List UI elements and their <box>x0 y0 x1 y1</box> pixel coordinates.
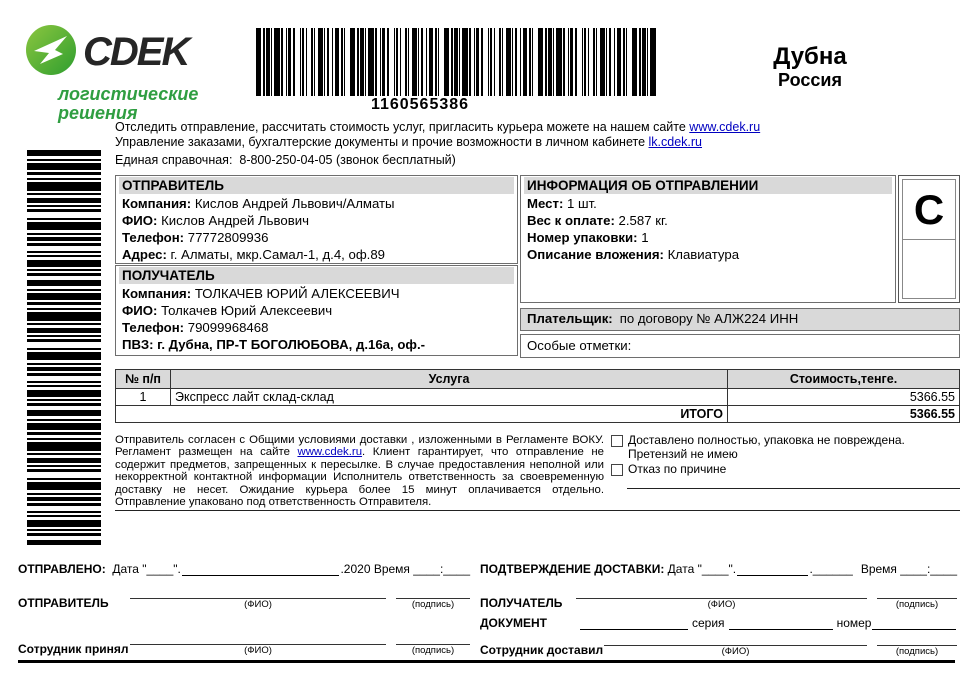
checkbox-refused-item <box>611 463 960 477</box>
intro-line-2-text: Управление заказами, бухгалтерские документы и прочие возможности в личном кабинете <box>115 134 649 149</box>
checkbox-delivered-label: Доставлено полностью, упаковка не повреждена. Претензий не имею <box>628 433 905 461</box>
sender-title: ОТПРАВИТЕЛЬ <box>119 177 514 194</box>
sender-phone-label: Телефон: <box>122 230 185 245</box>
sender-fio-label: ФИО: <box>122 213 158 228</box>
intro-line-1 <box>115 120 960 135</box>
payer-label: Плательщик: <box>527 311 613 326</box>
shipment-contents-value: Клавиатура <box>667 247 740 262</box>
receiver-title: ПОЛУЧАТЕЛЬ <box>119 267 514 284</box>
service-row <box>116 389 960 406</box>
checkbox-refused[interactable] <box>611 464 623 476</box>
shipment-barcode <box>256 28 656 96</box>
checkbox-delivered[interactable] <box>611 435 623 447</box>
number-label: номер <box>836 616 872 630</box>
receiver-sign-caption: (подпись) <box>895 599 939 610</box>
sender-phone-value: 77772809936 <box>187 230 269 245</box>
cdek-logo <box>25 24 225 123</box>
cdek-tagline <box>58 85 225 123</box>
cdek-tagline-line2: решения <box>58 103 138 123</box>
receiver-fio-value: Толкачев Юрий Алексеевич <box>161 303 333 318</box>
sender-fio <box>119 212 514 229</box>
series-line <box>729 616 833 630</box>
sent-date-prefix: Дата "____". <box>112 562 181 576</box>
special-notes-label: Особые отметки: <box>527 338 632 353</box>
confirm-time-label: Время ____:____ <box>860 562 957 576</box>
shipment-weight-label: Вес к оплате: <box>527 213 615 228</box>
sender-fio-field <box>130 584 386 610</box>
receiver-sign-field <box>877 584 957 610</box>
receiver-signature-row <box>480 584 957 610</box>
receiver-sign-line <box>877 584 957 599</box>
sender-address-label: Адрес: <box>122 247 167 262</box>
shipment-weight <box>524 212 892 229</box>
shipment-info-box <box>520 175 896 303</box>
shipment-places-label: Мест: <box>527 196 564 211</box>
document-row <box>480 616 957 630</box>
accepted-label: Сотрудник принял <box>18 642 129 656</box>
service-row-name: Экспресс лайт склад-склад <box>171 389 728 406</box>
sender-address <box>119 246 514 263</box>
destination <box>730 44 890 90</box>
series-label: серия <box>692 616 725 630</box>
receiver-company-label: Компания: <box>122 286 192 301</box>
destination-country: Россия <box>778 70 842 90</box>
sender-phone <box>119 229 514 246</box>
footer-sender-label: ОТПРАВИТЕЛЬ <box>18 596 109 610</box>
confirm-date-mid: .______ <box>809 562 853 576</box>
cdek-site-link[interactable]: www.cdek.ru <box>689 120 761 134</box>
cdek-tagline-line1: логистические <box>58 84 199 104</box>
confirm-label: ПОДТВЕРЖДЕНИЕ ДОСТАВКИ: <box>480 562 665 576</box>
sender-fio-value: Кислов Андрей Львович <box>161 213 309 228</box>
cdek-logo-text: CDEK <box>83 30 189 74</box>
footer-delivery-section <box>480 562 957 657</box>
intro-text <box>115 120 960 149</box>
cdek-logo-icon <box>25 24 77 81</box>
shipment-package-no-label: Номер упаковки: <box>527 230 638 245</box>
delivered-sign-line <box>877 631 957 646</box>
document-label: ДОКУМЕНТ <box>480 616 547 630</box>
shipment-package-no-value: 1 <box>641 230 649 245</box>
receiver-fio <box>119 302 514 319</box>
refusal-reason-line <box>627 479 960 489</box>
receiver-fio-caption: (ФИО) <box>707 599 736 610</box>
tariff-zone-box <box>898 175 960 303</box>
receiver-box <box>115 265 518 356</box>
sender-company-value: Кислов Андрей Львович/Алматы <box>194 196 395 211</box>
accepted-sign-line <box>396 630 470 645</box>
side-barcode <box>27 150 101 545</box>
accepted-signature-row <box>18 630 470 656</box>
sender-sign-line <box>396 584 470 599</box>
sender-company <box>119 195 514 212</box>
shipment-info-title: ИНФОРМАЦИЯ ОБ ОТПРАВЛЕНИИ <box>524 177 892 194</box>
accepted-sign-caption: (подпись) <box>411 645 455 656</box>
bottom-rule <box>18 660 955 663</box>
accepted-fio-caption: (ФИО) <box>244 645 272 656</box>
shipment-package-no <box>524 229 892 246</box>
shipment-places <box>524 195 892 212</box>
services-total-label: ИТОГО <box>116 406 728 423</box>
receiver-pvz-label: ПВЗ: <box>122 337 154 352</box>
accepted-fio-line <box>130 630 386 645</box>
confirm-date-line <box>737 562 808 576</box>
services-header-cost: Стоимость,тенге. <box>728 370 960 389</box>
services-header-num: № п/п <box>116 370 171 389</box>
barcode-number: 1160565386 <box>370 96 470 113</box>
accepted-fio-field <box>130 630 386 656</box>
sent-date-suffix: .2020 Время ____:____ <box>340 562 470 576</box>
payer-bar <box>520 308 960 331</box>
delivery-checkboxes <box>604 434 960 508</box>
shipment-contents-label: Описание вложения: <box>527 247 664 262</box>
intro-line-2 <box>115 135 960 150</box>
delivered-sign-field <box>877 631 957 657</box>
receiver-company-value: ТОЛКАЧЕВ ЮРИЙ АЛЕКСЕЕВИЧ <box>194 286 400 301</box>
sender-sign-field <box>396 584 470 610</box>
receiver-pvz-value: г. Дубна, ПР-Т БОГОЛЮБОВА, д.16а, оф.- <box>157 337 425 352</box>
services-table <box>115 369 960 423</box>
receiver-phone-value: 79099968468 <box>187 320 269 335</box>
destination-city: Дубна <box>773 43 847 70</box>
tariff-zone-empty-cell <box>903 240 955 298</box>
delivered-fio-field <box>604 631 867 657</box>
sent-date-line <box>182 562 340 576</box>
receiver-phone <box>119 319 514 336</box>
delivered-signature-row <box>480 631 957 657</box>
delivered-sign-caption: (подпись) <box>895 646 939 657</box>
delivered-label: Сотрудник доставил <box>480 643 604 657</box>
sender-company-label: Компания: <box>122 196 192 211</box>
checkbox-delivered-item <box>611 434 960 461</box>
document-line <box>580 616 688 630</box>
receiver-phone-label: Телефон: <box>122 320 185 335</box>
services-total-value: 5366.55 <box>728 406 960 423</box>
shipment-contents <box>524 246 892 263</box>
receiver-company <box>119 285 514 302</box>
checkbox-refused-label: Отказ по причине <box>628 462 727 476</box>
accepted-sign-field <box>396 630 470 656</box>
shipment-places-value: 1 шт. <box>567 196 597 211</box>
sender-fio-line <box>130 584 386 599</box>
sender-address-value: г. Алматы, мкр.Самал-1, д.4, оф.89 <box>170 247 386 262</box>
receiver-fio-line <box>576 584 867 599</box>
tariff-zone-letter: C <box>903 180 955 240</box>
sender-signature-row <box>18 584 470 610</box>
delivered-fio-line <box>604 631 867 646</box>
hotline: Единая справочная: 8-800-250-04-05 (звонок бесплатный) <box>115 153 456 167</box>
services-total-row <box>116 406 960 423</box>
legal-text <box>115 434 604 508</box>
receiver-pvz <box>119 336 514 353</box>
delivered-fio-caption: (ФИО) <box>721 646 750 657</box>
footer-receiver-label: ПОЛУЧАТЕЛЬ <box>480 596 563 610</box>
sender-sign-caption: (подпись) <box>411 599 455 610</box>
intro-line-1-text: Отследить отправление, рассчитать стоимость услуг, пригласить курьера можете на нашем сайте <box>115 120 690 134</box>
shipment-weight-value: 2.587 кг. <box>618 213 668 228</box>
confirm-date-row <box>480 562 957 576</box>
cdek-site-link-legal[interactable]: www.cdek.ru <box>297 446 363 459</box>
lk-cabinet-link[interactable]: lk.cdek.ru <box>648 134 703 149</box>
confirm-date-prefix: Дата "____". <box>667 562 737 576</box>
number-line <box>872 616 956 630</box>
footer-sent-section <box>18 562 470 656</box>
services-header-row <box>116 370 960 389</box>
sender-fio-caption: (ФИО) <box>244 599 272 610</box>
receiver-fio-field <box>576 584 867 610</box>
payer-value: по договору № АЛЖ224 ИНН <box>619 311 799 326</box>
service-row-num: 1 <box>116 389 171 406</box>
sender-box <box>115 175 518 264</box>
sent-label: ОТПРАВЛЕНО: <box>18 562 106 576</box>
sent-date-row <box>18 562 470 576</box>
service-row-cost: 5366.55 <box>728 389 960 406</box>
receiver-fio-label: ФИО: <box>122 303 158 318</box>
special-notes-box <box>520 334 960 358</box>
services-header-service: Услуга <box>171 370 728 389</box>
legal-block <box>115 434 960 511</box>
legal-text-before-link: Отправитель согласен с Общими условиями доставки , изложенными в Регламенте ВОКУ. Регламент размещен на сайте <box>115 434 604 459</box>
legal-text-after-link: . Клиент гарантирует, что отправление не содержит предметов, запрещенных к пересылке. В случае предоставления неполной или некорректной контактной информации Исполнитель ответственность за своевременную доставку не несет. Ожидание курьера более 15 минут оплачивается отдельно. Отправление упаковано под ответственность Отправителя. <box>115 446 604 509</box>
